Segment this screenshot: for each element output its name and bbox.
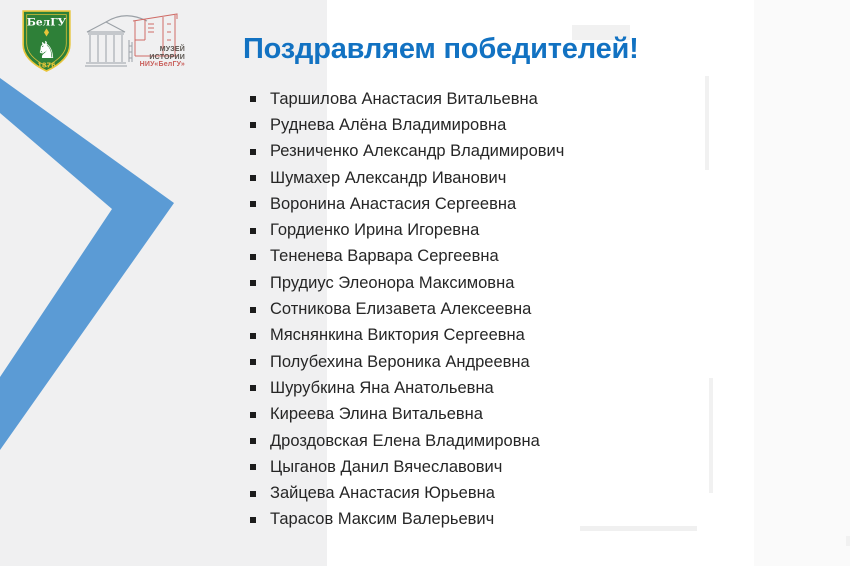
winner-name: Зайцева Анастасия Юрьевна [270,484,495,503]
winner-name: Таршилова Анастасия Витальевна [270,89,538,108]
bullet-icon [250,122,256,128]
list-item [250,402,564,428]
bullet-icon [250,280,256,286]
decorative-rect [846,536,850,546]
list-item [250,191,564,217]
list-item [250,296,564,322]
bullet-icon [250,438,256,444]
bullet-icon [250,228,256,234]
page-title: Поздравляем победителей! [243,33,639,65]
museum-text-line1: МУЗЕЙ [159,46,185,53]
winner-name: Резниченко Александр Владимирович [270,142,565,161]
winner-name: Руднева Алёна Владимировна [270,115,507,134]
list-item [250,428,564,454]
list-item [250,480,564,506]
winner-name: Киреева Элина Витальевна [270,405,483,424]
list-item [250,349,564,375]
bullet-icon [250,175,256,181]
bullet-icon [250,254,256,260]
chevron-decoration [0,0,200,566]
bullet-icon [250,412,256,418]
decorative-line-horizontal [580,526,697,531]
winner-name: Полубехина Вероника Андреевна [270,352,530,371]
winner-name: Сотникова Елизавета Алексеевна [270,300,532,319]
winner-name: Шурубкина Яна Анатольевна [270,378,494,397]
museum-text-line2: ИСТОРИИ [149,53,185,61]
winner-name: Тарасов Максим Валерьевич [270,510,495,529]
decorative-line-vertical [709,378,713,493]
bullet-icon [250,491,256,497]
list-item [250,139,564,165]
bullet-icon [250,385,256,391]
winner-name: Мяснянкина Виктория Сергеевна [270,326,525,345]
list-item [250,323,564,349]
list-item [250,112,564,138]
right-subtle-band [754,0,850,566]
list-item [250,375,564,401]
list-item [250,217,564,243]
winner-name: Прудиус Элеонора Максимовна [270,273,515,292]
museum-logo [85,10,185,72]
pegasus-icon: ♞ [36,35,57,64]
crest-year: 1876 [37,61,56,70]
winner-name: Дроздовская Елена Владимировна [270,431,540,450]
bullet-icon [250,307,256,313]
belgu-crest-logo [20,8,73,73]
list-item [250,165,564,191]
crest-title: БелГУ [26,15,67,29]
bullet-icon [250,333,256,339]
list-item [250,244,564,270]
list-item [250,86,564,112]
winner-name: Воронина Анастасия Сергеевна [270,194,517,213]
bullet-icon [250,96,256,102]
winner-name: Шумахер Александр Иванович [270,168,507,187]
list-item [250,270,564,296]
winners-list [250,86,564,533]
bullet-icon [250,517,256,523]
winner-name: Тененева Варвара Сергеевна [270,247,499,266]
museum-text-line3: НИУ«БелГУ» [139,61,185,68]
museum-logo-text [135,46,185,69]
decorative-line-vertical [705,76,709,170]
list-item [250,454,564,480]
bullet-icon [250,359,256,365]
bullet-icon [250,464,256,470]
list-item [250,507,564,533]
bullet-icon [250,201,256,207]
winner-name: Цыганов Данил Вячеславович [270,457,503,476]
bullet-icon [250,149,256,155]
winner-name: Гордиенко Ирина Игоревна [270,221,480,240]
